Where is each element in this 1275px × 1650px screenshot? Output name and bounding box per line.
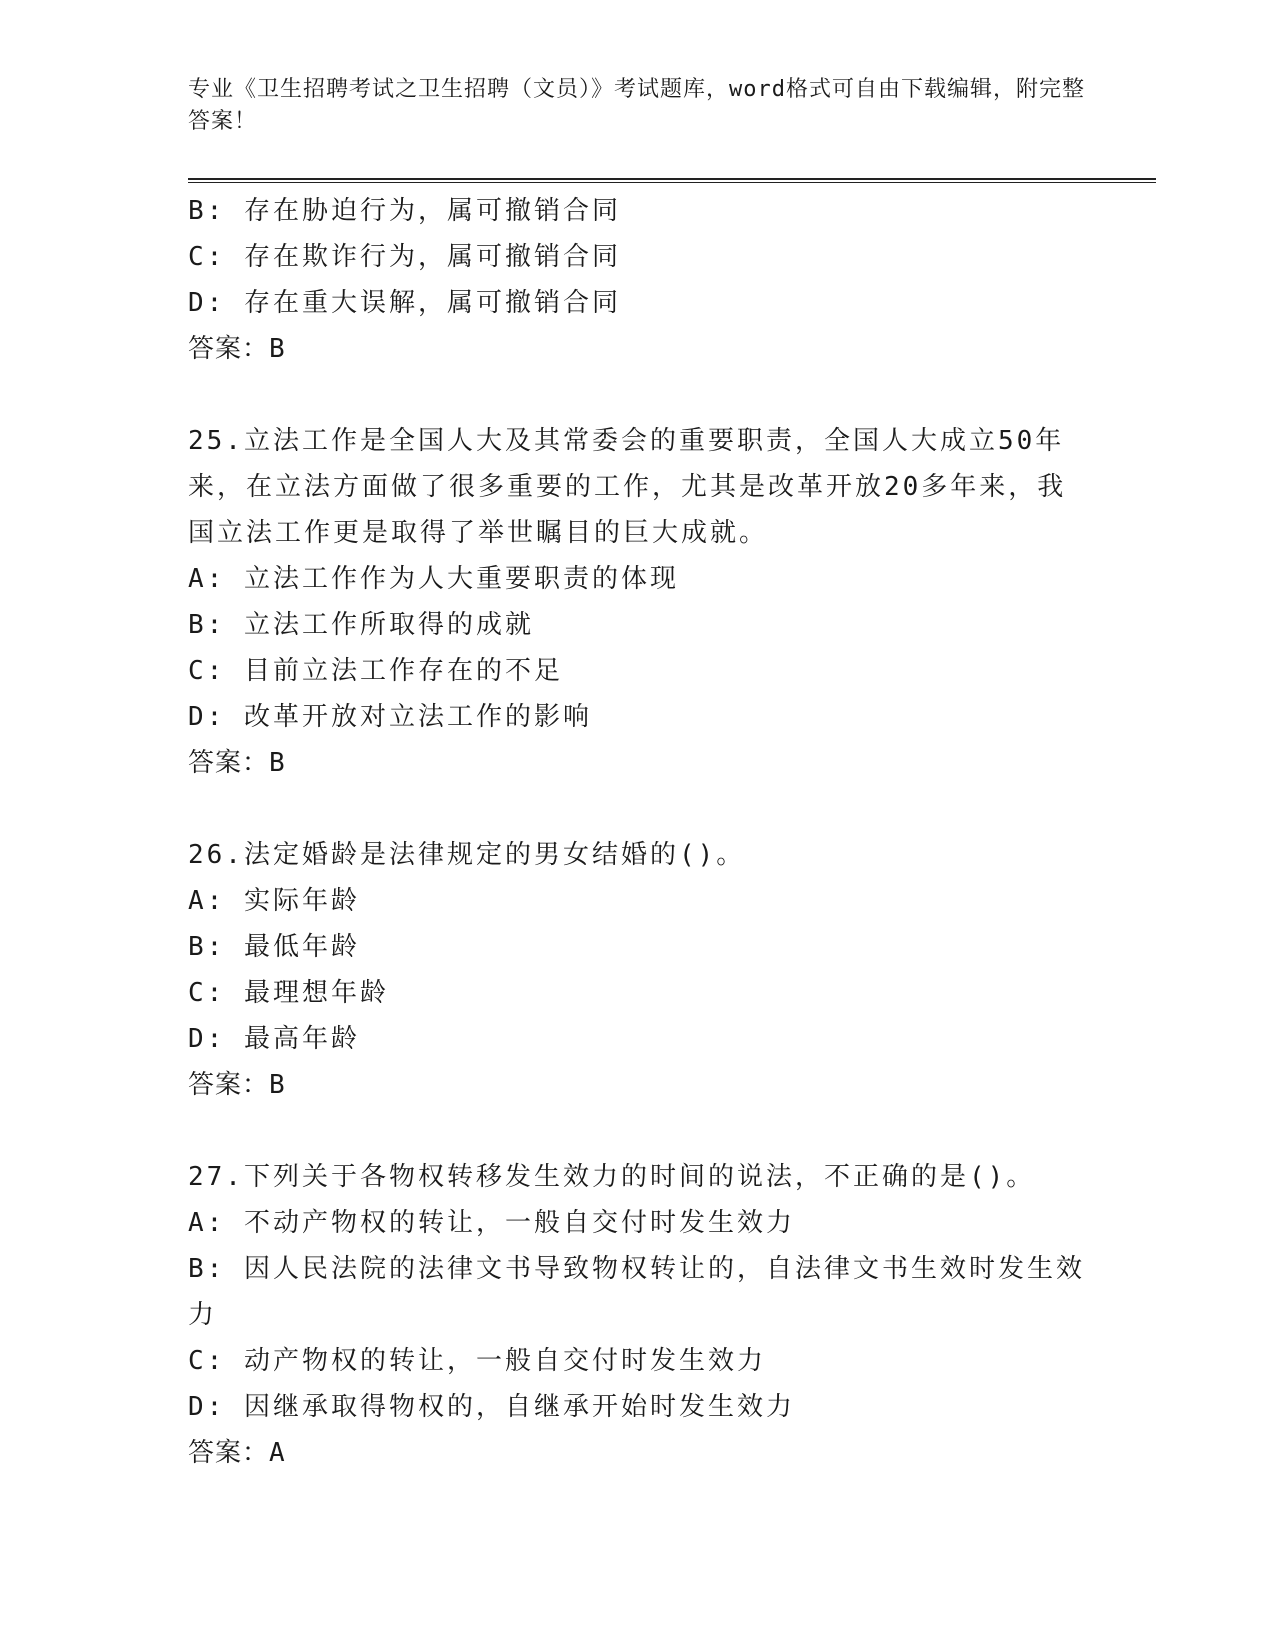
spacer [188, 1108, 1088, 1154]
document-body [188, 188, 1088, 1476]
option-c: C: 最理想年龄 [188, 978, 389, 1008]
option-d: D: 存在重大误解，属可撤销合同 [188, 288, 621, 318]
document-header: 专业《卫生招聘考试之卫生招聘（文员）》考试题库，word格式可自由下载编辑，附完整答案！ [188, 77, 1085, 134]
question-stem: 25.立法工作是全国人大及其常委会的重要职责，全国人大成立50年来，在立法方面做了很多重要的工作，尤其是改革开放20多年来，我国立法工作更是取得了举世瞩目的巨大成就。 [188, 426, 1067, 548]
option-c: C: 动产物权的转让，一般自交付时发生效力 [188, 1346, 766, 1376]
option-a: A: 不动产物权的转让，一般自交付时发生效力 [188, 1208, 795, 1238]
option-b: B: 最低年龄 [188, 932, 360, 962]
option-b: B: 立法工作所取得的成就 [188, 610, 534, 640]
option-c: C: 目前立法工作存在的不足 [188, 656, 563, 686]
option-b: B: 存在胁迫行为，属可撤销合同 [188, 196, 621, 226]
question-26 [188, 832, 1088, 1108]
answer-line: 答案：A [188, 1438, 286, 1468]
answer-line: 答案：B [188, 1070, 286, 1100]
spacer [188, 786, 1088, 832]
option-a: A: 立法工作作为人大重要职责的体现 [188, 564, 679, 594]
spacer [188, 372, 1088, 418]
question-stem: 27.下列关于各物权转移发生效力的时间的说法，不正确的是()。 [188, 1162, 1036, 1192]
option-d: D: 改革开放对立法工作的影响 [188, 702, 592, 732]
option-b: B: 因人民法院的法律文书导致物权转让的，自法律文书生效时发生效力 [188, 1254, 1085, 1330]
question-25 [188, 418, 1088, 786]
option-c: C: 存在欺诈行为，属可撤销合同 [188, 242, 621, 272]
header-divider [188, 178, 1156, 183]
option-d: D: 最高年龄 [188, 1024, 360, 1054]
option-d: D: 因继承取得物权的，自继承开始时发生效力 [188, 1392, 795, 1422]
answer-line: 答案：B [188, 334, 286, 364]
question-stem: 26.法定婚龄是法律规定的男女结婚的()。 [188, 840, 746, 870]
answer-line: 答案：B [188, 748, 286, 778]
question-27 [188, 1154, 1088, 1476]
prev-question-block [188, 188, 1088, 372]
option-a: A: 实际年龄 [188, 886, 360, 916]
